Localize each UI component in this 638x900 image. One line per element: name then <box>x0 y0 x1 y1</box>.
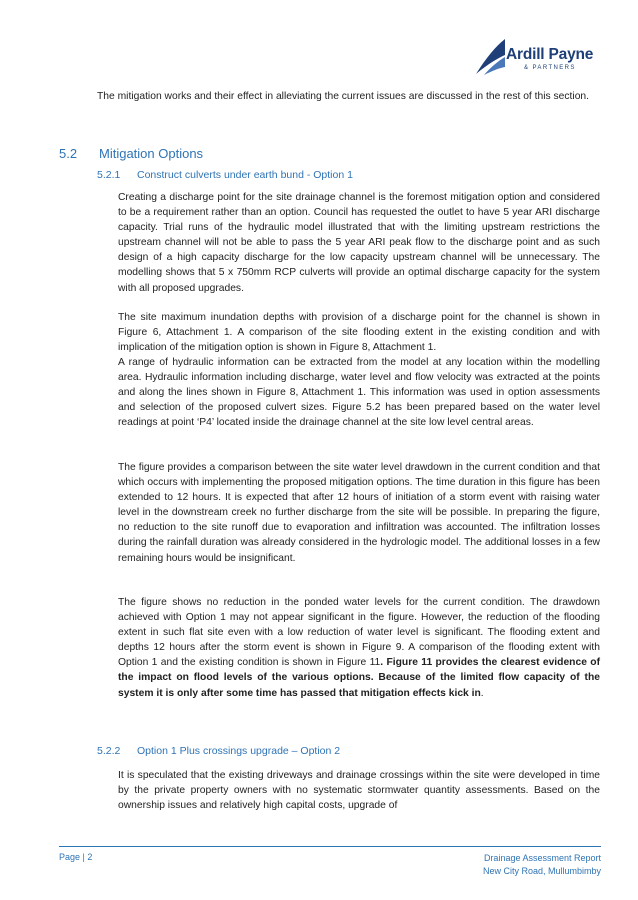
subsection-number: 5.2.1 <box>97 169 121 181</box>
subsection-title: Construct culverts under earth bund - Option 1 <box>137 169 353 181</box>
paragraph: A range of hydraulic information can be extracted from the model at any location within the modelling area. Hydraulic information including discharge, water level and flow velocity was extracted at the points and along the lines shown in Figure 8, Attachment 1. This information was used in option assessments and selection of the proposed culvert sizes. Figure 5.2 has been prepared based on the water level readings at point ‘P4’ located inside the drainage channel at the site low level central areas. <box>118 357 600 429</box>
subsection-heading-1 <box>97 169 353 181</box>
report-title: Drainage Assessment Report <box>483 853 601 863</box>
paragraph: The site maximum inundation depths with provision of a discharge point for the channel is shown in Figure 6, Attachment 1. A comparison of the site flooding extent in the existing condition and with implication of the mitigation option is shown in Figure 8, Attachment 1. <box>118 312 600 354</box>
paragraph: Creating a discharge point for the site drainage channel is the foremost mitigation option and considered to be a requirement rather than an option. Council has requested the outlet to have 5 year ARI discharge capacity. Trial runs of the hydraulic model illustrated that with the limiting upstream restrictions the upstream channel will not be able to pass the 5 year ARI peak flow to the discharge point and as such design of a high capacity discharge for the low capacity upstream channel will be unnecessary. The modelling shows that 5 x 750mm RCP culverts will provide an optimal discharge capacity for the system with all proposed upgrades. <box>118 192 600 294</box>
footer-info <box>483 852 601 878</box>
subsection-title: Option 1 Plus crossings upgrade – Option 2 <box>137 745 341 757</box>
paragraph: It is speculated that the existing driveways and drainage crossings within the site were developed in time by the private property owners with no systematic stormwater quantity assessments. Based on the ownership issues and relatively high capital costs, upgrade of <box>118 770 600 812</box>
subsection-number: 5.2.2 <box>97 745 121 757</box>
emphasis-text: . Figure 11 provides the clearest evidence of the impact on flood levels of the various options. Because of the limited flow capacity of the system it is only after some time has passed that mitigation effects kick in <box>118 657 600 699</box>
section-number: 5.2 <box>59 146 78 161</box>
subsection-heading-2 <box>97 745 340 757</box>
company-logo <box>472 36 604 80</box>
paragraph <box>118 595 600 701</box>
footer-divider <box>59 846 601 847</box>
paragraph-end: . <box>480 687 484 699</box>
paragraph-text: The figure shows no reduction in the ponded water levels for the current condition. The drawdown achieved with Option 1 may not appear significant in the figure. However, the reduction of the flooding extent in such flat site even with a low reduction of water level is significant. The flooding extent and depths 12 hours after the storm event is shown in Figure 9. A comparison of the flooding extent with Option 1 and the existing condition is shown in Figure 11 <box>118 597 600 669</box>
paragraph: The figure provides a comparison between the site water level drawdown in the current condition and that which occurs with implementing the proposed mitigation options. The time duration in this figure has been extended to 12 hours. It is expected that after 12 hours of initiation of a storm event with raising water level in the downstream creek no further discharge from the site will be possible. In preparing the figure, no reduction to the site runoff due to evaporation and infiltration was accounted. The infiltration losses during the rainfall duration was already considered in the hydrologic model. The additional losses in a few remaining hours would be insignificant. <box>118 462 600 564</box>
logo-subtitle: & PARTNERS <box>524 65 576 71</box>
report-location: New City Road, Mullumbimby <box>482 866 601 876</box>
page-number: Page | 2 <box>59 852 93 862</box>
logo-name: Ardill Payne <box>506 46 594 63</box>
section-heading <box>59 146 203 161</box>
sail-logo-icon <box>472 38 508 76</box>
intro-paragraph: The mitigation works and their effect in alleviating the current issues are discussed in the rest of this section. <box>97 91 590 102</box>
section-title: Mitigation Options <box>99 146 204 161</box>
